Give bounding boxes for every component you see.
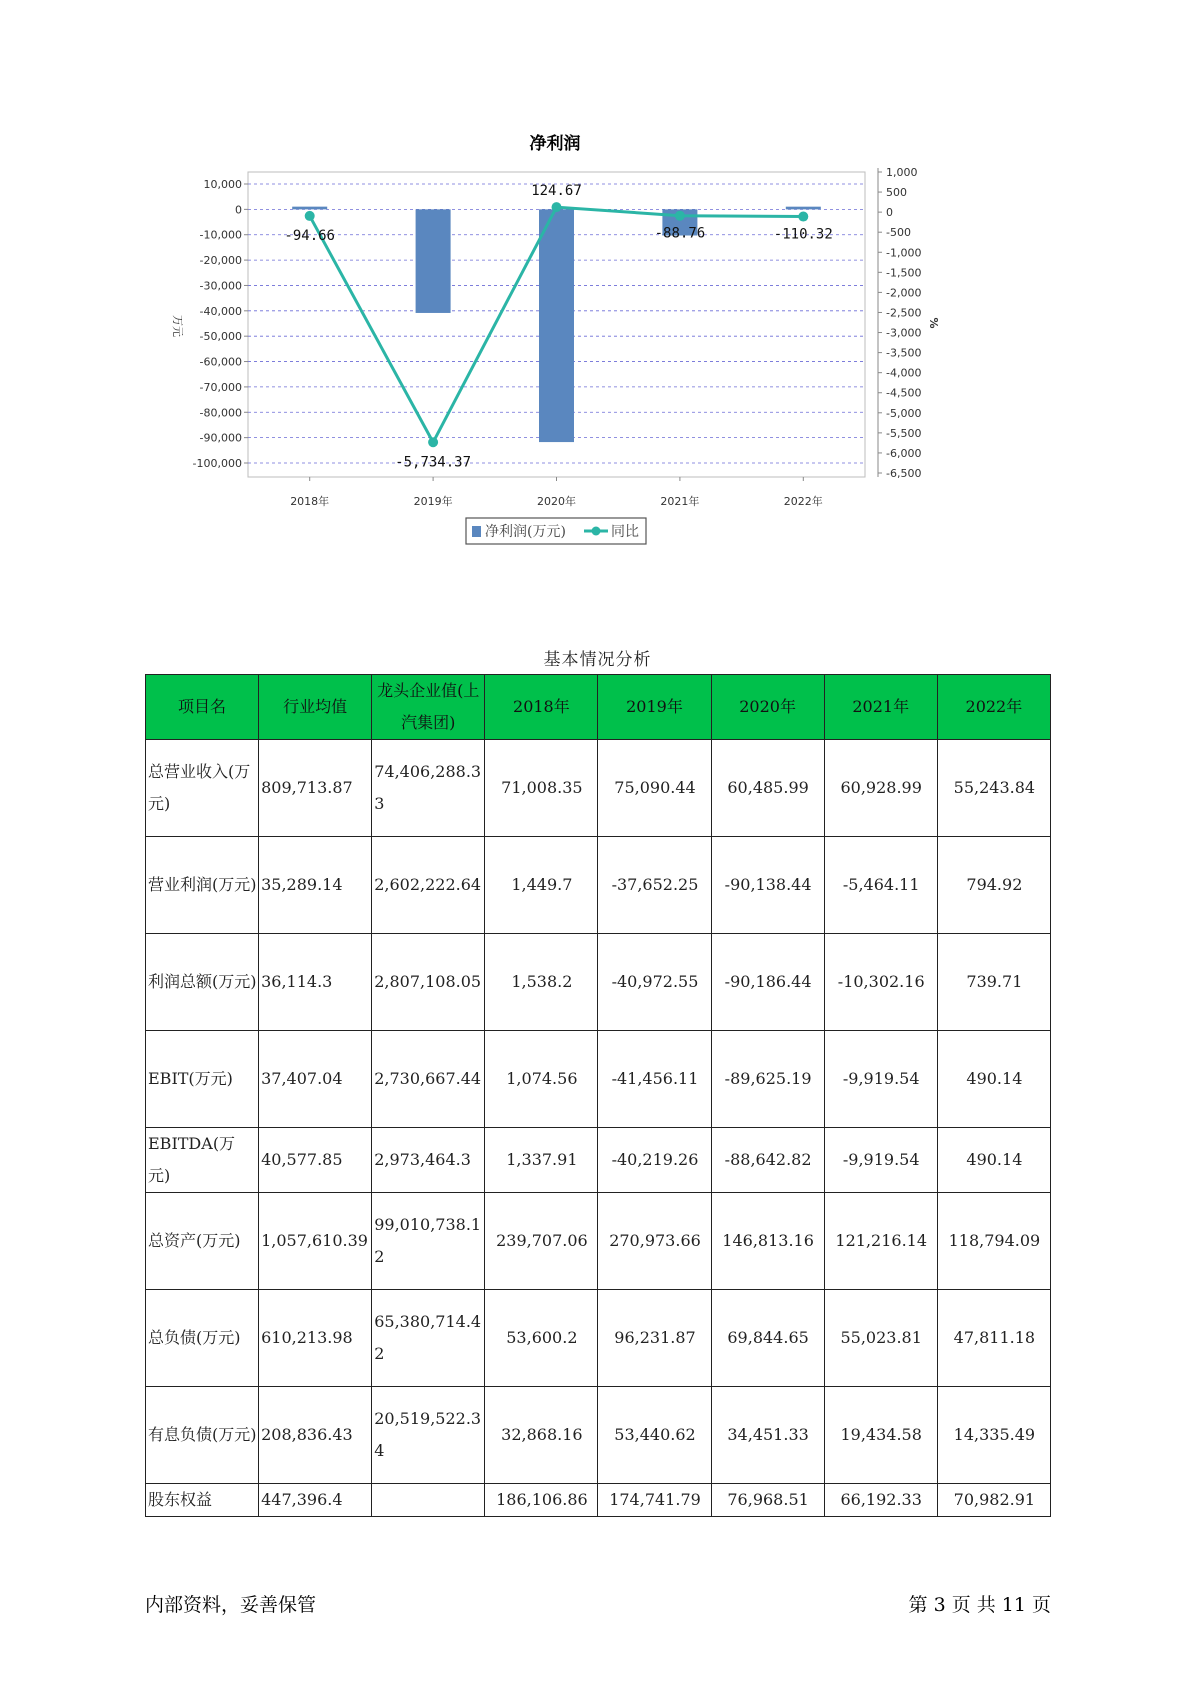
table-cell: 2,602,222.64 [372, 837, 485, 934]
y2-tick-label: 0 [886, 206, 893, 220]
table-cell: 53,600.2 [485, 1290, 598, 1387]
y-tick-label: -50,000 [199, 330, 242, 344]
table-cell: 76,968.51 [711, 1484, 824, 1517]
legend-line-marker [592, 527, 601, 536]
yoy-point [428, 437, 438, 447]
yoy-point [798, 212, 808, 222]
yoy-data-label: -94.66 [284, 227, 335, 244]
header-cell: 2019年 [598, 675, 711, 740]
table-cell: 60,485.99 [711, 740, 824, 837]
chart-canvas [160, 130, 1040, 600]
table-cell: 146,813.16 [711, 1193, 824, 1290]
y2-tick-label: -4,000 [886, 366, 922, 380]
table-cell: 55,023.81 [824, 1290, 937, 1387]
row-label: 股东权益 [146, 1484, 259, 1517]
chart-title: 净利润 [529, 134, 581, 154]
legend-bar-swatch [472, 526, 481, 537]
table-cell: 270,973.66 [598, 1193, 711, 1290]
net-profit-chart [160, 130, 1040, 600]
table-cell: 47,811.18 [937, 1290, 1050, 1387]
header-cell: 龙头企业值(上汽集团) [372, 675, 485, 740]
bar-2020年 [539, 209, 574, 442]
table-row [146, 740, 1051, 837]
table-cell: -10,302.16 [824, 934, 937, 1031]
y2-tick-label: -6,500 [886, 467, 922, 480]
row-label: 总资产(万元) [146, 1193, 259, 1290]
table-cell: 35,289.14 [259, 837, 372, 934]
y2-tick-label: 500 [886, 186, 907, 200]
table-cell: 2,973,464.3 [372, 1128, 485, 1193]
y-axis-title: 万元 [171, 315, 184, 337]
table-row [146, 837, 1051, 934]
table-cell: 40,577.85 [259, 1128, 372, 1193]
y2-tick-label: -6,000 [886, 446, 922, 460]
table-cell: -90,138.44 [711, 837, 824, 934]
footer-page-number: 第 3 页 共 11 页 [908, 1594, 1051, 1616]
y2-tick-label: -3,000 [886, 326, 922, 340]
table-cell: -40,972.55 [598, 934, 711, 1031]
table-cell: 2,807,108.05 [372, 934, 485, 1031]
table-cell: 739.71 [937, 934, 1050, 1031]
table-cell: 34,451.33 [711, 1387, 824, 1484]
table-cell: 118,794.09 [937, 1193, 1050, 1290]
x-tick-label: 2020年 [537, 495, 576, 508]
y2-tick-label: -5,500 [886, 426, 922, 440]
y2-tick-label: -1,000 [886, 246, 922, 260]
table-cell: 32,868.16 [485, 1387, 598, 1484]
header-cell: 行业均值 [259, 675, 372, 740]
table-cell: -5,464.11 [824, 837, 937, 934]
y2-tick-label: 1,000 [886, 166, 918, 179]
table-cell: 490.14 [937, 1128, 1050, 1193]
row-label: 营业利润(万元) [146, 837, 259, 934]
header-cell: 2022年 [937, 675, 1050, 740]
table-cell: -9,919.54 [824, 1031, 937, 1128]
table-cell: 174,741.79 [598, 1484, 711, 1517]
table-cell: 36,114.3 [259, 934, 372, 1031]
table-cell: 1,538.2 [485, 934, 598, 1031]
table-row [146, 1128, 1051, 1193]
table-cell: 809,713.87 [259, 740, 372, 837]
bar-2019年 [416, 209, 451, 313]
table-cell: 1,057,610.39 [259, 1193, 372, 1290]
table-cell: -89,625.19 [711, 1031, 824, 1128]
y-tick-label: -90,000 [199, 431, 242, 445]
header-cell: 2018年 [485, 675, 598, 740]
table-cell: 1,337.91 [485, 1128, 598, 1193]
table-cell: 66,192.33 [824, 1484, 937, 1517]
y2-tick-label: -3,500 [886, 346, 922, 360]
y2-tick-label: -2,000 [886, 286, 922, 300]
table-cell: 490.14 [937, 1031, 1050, 1128]
table-cell: 60,928.99 [824, 740, 937, 837]
table-cell: 99,010,738.12 [372, 1193, 485, 1290]
row-label: 总营业收入(万元) [146, 740, 259, 837]
legend-bar-label: 净利润(万元) [485, 524, 566, 540]
row-label: EBIT(万元) [146, 1031, 259, 1128]
table-cell: 1,074.56 [485, 1031, 598, 1128]
table-cell: 74,406,288.33 [372, 740, 485, 837]
y-tick-label: -100,000 [192, 457, 242, 470]
y2-tick-label: -500 [886, 226, 911, 240]
table-cell: -37,652.25 [598, 837, 711, 934]
table-cell: 71,008.35 [485, 740, 598, 837]
yoy-data-label: 124.67 [531, 183, 582, 200]
table-cell: -9,919.54 [824, 1128, 937, 1193]
yoy-point [305, 211, 315, 221]
y-tick-label: -30,000 [199, 279, 242, 293]
table-cell: 37,407.04 [259, 1031, 372, 1128]
table-cell: 20,519,522.34 [372, 1387, 485, 1484]
table-cell: -40,219.26 [598, 1128, 711, 1193]
table-row [146, 1031, 1051, 1128]
y2-tick-label: -1,500 [886, 266, 922, 280]
table-row [146, 1290, 1051, 1387]
table-cell: -41,456.11 [598, 1031, 711, 1128]
table-cell: 53,440.62 [598, 1387, 711, 1484]
footer-confidential-note: 内部资料，妥善保管 [145, 1594, 317, 1616]
table-cell: 2,730,667.44 [372, 1031, 485, 1128]
y-tick-label: -80,000 [199, 406, 242, 420]
table-cell: 96,231.87 [598, 1290, 711, 1387]
bar-2022年 [786, 207, 821, 210]
table-cell: 447,396.4 [259, 1484, 372, 1517]
table-cell [372, 1484, 485, 1517]
yoy-point [675, 211, 685, 221]
table-cell: 239,707.06 [485, 1193, 598, 1290]
table-cell: -88,642.82 [711, 1128, 824, 1193]
row-label: EBITDA(万元) [146, 1128, 259, 1193]
table-cell: 186,106.86 [485, 1484, 598, 1517]
y-tick-label: 10,000 [203, 178, 242, 191]
table-row [146, 1193, 1051, 1290]
table-header-row [146, 675, 1051, 740]
yoy-point [552, 202, 562, 212]
y2-tick-label: -2,500 [886, 306, 922, 320]
y-tick-label: -60,000 [199, 355, 242, 369]
x-tick-label: 2022年 [783, 495, 823, 508]
table-cell: 1,449.7 [485, 837, 598, 934]
table-row [146, 1387, 1051, 1484]
row-label: 有息负债(万元) [146, 1387, 259, 1484]
y2-axis-title: % [927, 317, 940, 329]
x-tick-label: 2018年 [290, 495, 330, 508]
table-cell: 75,090.44 [598, 740, 711, 837]
header-cell: 2021年 [824, 675, 937, 740]
x-tick-label: 2019年 [413, 495, 453, 508]
table-cell: 208,836.43 [259, 1387, 372, 1484]
legend-line-label: 同比 [611, 524, 639, 540]
y-tick-label: 0 [235, 203, 242, 217]
y-tick-label: -40,000 [199, 304, 242, 318]
row-label: 利润总额(万元) [146, 934, 259, 1031]
table-row [146, 1484, 1051, 1517]
table-cell: 70,982.91 [937, 1484, 1050, 1517]
table-cell: 69,844.65 [711, 1290, 824, 1387]
header-cell: 项目名 [146, 675, 259, 740]
header-cell: 2020年 [711, 675, 824, 740]
yoy-data-label: -110.32 [773, 226, 833, 243]
x-tick-label: 2021年 [660, 495, 700, 508]
row-label: 总负债(万元) [146, 1290, 259, 1387]
table-cell: -90,186.44 [711, 934, 824, 1031]
y-tick-label: -20,000 [199, 254, 242, 268]
table-cell: 65,380,714.42 [372, 1290, 485, 1387]
table-row [146, 934, 1051, 1031]
table-cell: 55,243.84 [937, 740, 1050, 837]
table-cell: 794.92 [937, 837, 1050, 934]
table-cell: 19,434.58 [824, 1387, 937, 1484]
y2-tick-label: -4,500 [886, 386, 922, 400]
yoy-data-label: -88.76 [654, 225, 706, 242]
table-cell: 14,335.49 [937, 1387, 1050, 1484]
y-tick-label: -70,000 [199, 380, 242, 394]
table-caption: 基本情况分析 [543, 650, 652, 670]
bar-2018年 [292, 207, 327, 210]
y-tick-label: -10,000 [199, 228, 242, 242]
y2-tick-label: -5,000 [886, 406, 922, 420]
basic-analysis-table [145, 674, 1051, 1517]
yoy-data-label: -5,734.37 [395, 454, 472, 471]
table-cell: 610,213.98 [259, 1290, 372, 1387]
table-cell: 121,216.14 [824, 1193, 937, 1290]
